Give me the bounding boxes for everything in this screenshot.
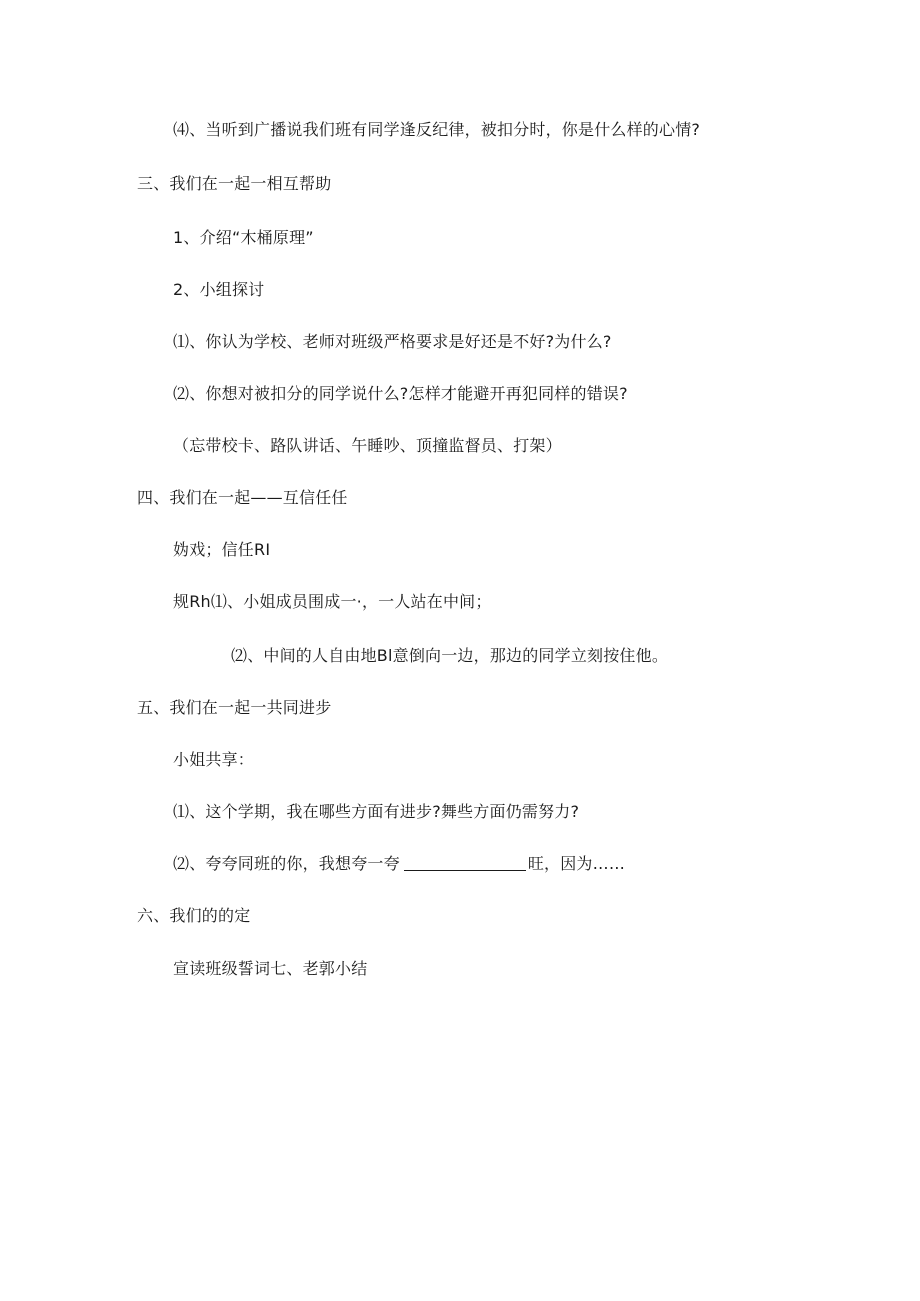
examples-note: （忘带校卡、路队讲话、午睡吵、顶撞监督员、打架）	[173, 436, 562, 455]
game-rule-2: ⑵、中间的人自由地Bl意倒向一边，那边的同学立刻按住他。	[231, 646, 669, 665]
sharing-question-2-tail: 旺，因为……	[527, 854, 626, 873]
section-6-heading: 六、我们的的定	[137, 906, 251, 925]
section-5-heading: 五、我们在一起一共同进步	[137, 698, 332, 717]
game-title: 妫戏；信任RI	[173, 540, 271, 559]
group-sharing-label: 小姐共享：	[173, 750, 255, 769]
fill-in-blank	[404, 854, 526, 871]
discussion-question-1: ⑴、你认为学校、老师对班级严格要求是好还是不好?为什么?	[173, 332, 612, 351]
item-barrel-principle: 1、介绍“木桶原理”	[173, 228, 314, 247]
question-4-mood: ⑷、当听到广播说我们班有同学逢反纪律，被扣分时，你是什么样的心情?	[173, 120, 701, 139]
section-4-heading: 四、我们在一起——互信任任	[137, 488, 348, 507]
oath-and-summary: 宣读班级誓词七、老郭小结	[173, 959, 368, 978]
section-3-heading: 三、我们在一起一相互帮助	[137, 174, 332, 193]
sharing-question-1: ⑴、这个学期，我在哪些方面有进步?舞些方面仍需努力?	[173, 802, 580, 821]
item-group-discussion: 2、小组探讨	[173, 280, 265, 299]
sharing-question-2-text: ⑵、夸夸同班的你，我想夸一夸	[173, 854, 400, 873]
game-rule-1: 规Rh⑴、小姐成员围成一·，一人站在中间；	[173, 592, 492, 611]
discussion-question-2: ⑵、你想对被扣分的同学说什么?怎样才能避开再犯同样的错误?	[173, 384, 628, 403]
sharing-question-2	[173, 853, 625, 875]
